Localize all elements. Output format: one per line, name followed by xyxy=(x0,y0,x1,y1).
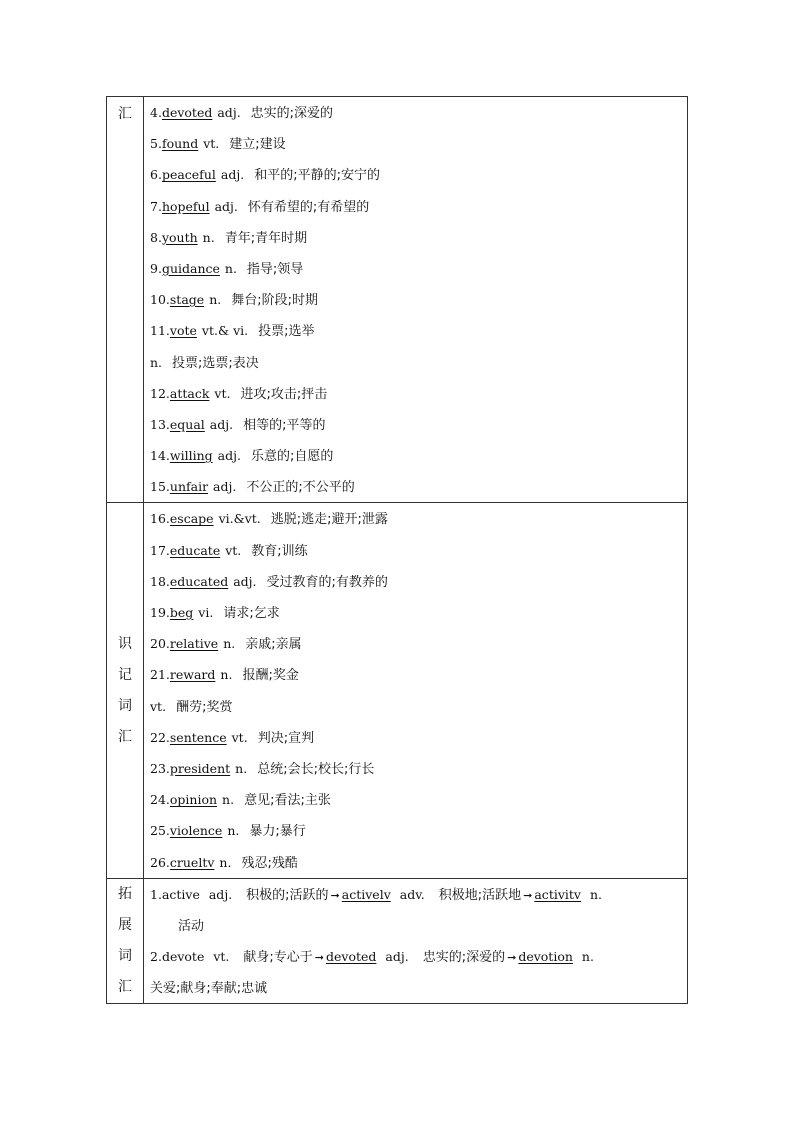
vocab-row xyxy=(150,566,679,597)
meaning: 进攻;攻击;抨击 xyxy=(240,386,328,402)
entry-number: 7. xyxy=(150,198,162,214)
word-family-list xyxy=(144,879,687,1004)
entry-number: 1. xyxy=(150,886,162,902)
meaning: 积极的;活跃的 xyxy=(246,887,329,903)
vocab-word: devoted xyxy=(161,105,213,120)
meaning: 亲戚;亲属 xyxy=(245,637,302,653)
meaning: 判决;宣判 xyxy=(257,730,315,746)
meaning: 报酬;奖金 xyxy=(242,668,299,684)
vocab-word: willing xyxy=(169,448,213,464)
meaning: 逃脱;逃走;避开;泄露 xyxy=(270,512,388,528)
meaning: 活动 xyxy=(178,918,205,934)
word-family-entry-cont xyxy=(150,910,679,941)
part-of-speech: vi.&vt. xyxy=(218,511,261,527)
vocab-word: escape xyxy=(169,511,214,527)
word-list xyxy=(144,503,687,877)
section-label-char: 拓 xyxy=(118,886,132,903)
vocab-section-2 xyxy=(107,502,687,877)
vocab-row xyxy=(150,284,679,315)
vocab-row xyxy=(150,440,679,471)
meaning: 怀有希望的;有希望的 xyxy=(247,199,370,215)
section-label-char: 展 xyxy=(118,917,132,934)
meaning: 残忍;残酷 xyxy=(241,855,298,871)
vocab-word: equal xyxy=(169,416,205,432)
part-of-speech: adj. xyxy=(209,416,234,432)
part-of-speech: vi. xyxy=(198,605,214,620)
part-of-speech: n. xyxy=(219,854,232,870)
meaning: 忠实的;深爱的 xyxy=(422,950,506,966)
entry-number: 13. xyxy=(150,416,170,432)
vocab-word: found xyxy=(161,136,199,152)
entry-number: 8. xyxy=(150,229,162,245)
vocab-row xyxy=(150,597,679,628)
vocab-row xyxy=(150,253,679,284)
vocab-word: reward xyxy=(169,667,216,683)
meaning: 相等的;平等的 xyxy=(243,417,326,433)
vocab-word: vote xyxy=(169,323,197,339)
word-list xyxy=(144,97,687,502)
entry-number: 9. xyxy=(150,260,162,276)
vocab-row xyxy=(150,222,679,253)
entry-number: 2. xyxy=(150,949,162,965)
meaning: 和平的;平静的;安宁的 xyxy=(254,168,380,184)
vocab-word: attack xyxy=(169,385,210,401)
part-of-speech: n. xyxy=(581,949,594,965)
part-of-speech: n. xyxy=(202,229,215,245)
meaning: 舞台;阶段;时期 xyxy=(231,293,318,309)
vocab-word: unfair xyxy=(169,479,209,495)
part-of-speech: n. xyxy=(227,823,240,839)
vocab-word: youth xyxy=(161,229,198,245)
part-of-speech: vt. xyxy=(225,542,242,558)
vocab-section-1 xyxy=(107,97,687,502)
vocab-row xyxy=(150,722,679,753)
meaning: 积极地;活跃地 xyxy=(438,887,522,903)
part-of-speech: adj. xyxy=(217,105,241,120)
section-label-char: 词 xyxy=(118,948,132,965)
section-label-char: 汇 xyxy=(118,728,132,745)
meaning: 忠实的;深爱的 xyxy=(250,106,334,121)
arrow-right-icon: ➞ xyxy=(507,951,517,965)
entry-number: 14. xyxy=(150,448,170,464)
meaning: 指导;领导 xyxy=(246,261,304,277)
section-label xyxy=(107,879,144,1004)
vocab-row xyxy=(150,628,679,659)
part-of-speech: vt. xyxy=(231,729,248,745)
entry-number: 11. xyxy=(150,323,170,339)
derived-word: devoted xyxy=(326,949,377,965)
vocab-word: violence xyxy=(169,823,223,839)
word-family-entry xyxy=(150,879,679,910)
meaning: 受过教育的;有教养的 xyxy=(266,574,388,590)
meaning: 教育;训练 xyxy=(251,543,308,559)
entry-number: 5. xyxy=(150,136,162,152)
meaning: 青年;青年时期 xyxy=(224,230,308,246)
vocab-word: sentence xyxy=(169,729,227,745)
vocab-row xyxy=(150,784,679,815)
vocab-word: peaceful xyxy=(161,167,216,183)
part-of-speech: n. xyxy=(224,260,237,276)
part-of-speech: n. xyxy=(222,792,235,808)
entry-number: 16. xyxy=(150,511,170,527)
section-label-char: 汇 xyxy=(118,979,132,996)
section-label-char: 识 xyxy=(118,635,132,652)
section-label-char: 词 xyxy=(118,697,132,714)
meaning: 献身;专心于 xyxy=(243,950,313,966)
vocab-row xyxy=(150,97,679,128)
part-of-speech: vt.& vi. xyxy=(201,323,249,339)
entry-number: 6. xyxy=(150,167,162,183)
meaning: 乐意的;自愿的 xyxy=(250,449,334,465)
vocab-word: relative xyxy=(169,636,219,652)
vocab-row xyxy=(150,409,679,440)
word-family-entry-cont xyxy=(150,972,679,1003)
part-of-speech: adj. xyxy=(220,167,245,183)
part-of-speech: n. xyxy=(209,292,222,308)
entry-number: 17. xyxy=(150,542,170,558)
vocab-row xyxy=(150,753,679,784)
part-of-speech: n. xyxy=(589,886,602,902)
entry-number: 22. xyxy=(150,729,170,745)
vocab-row xyxy=(150,378,679,409)
part-of-speech: adj. xyxy=(208,886,233,902)
arrow-right-icon: ➞ xyxy=(314,951,324,965)
vocab-word: educated xyxy=(169,573,229,589)
derived-word: devotion xyxy=(518,949,573,965)
entry-number: 26. xyxy=(150,854,170,870)
entry-number: 24. xyxy=(150,792,170,808)
entry-number: 12. xyxy=(150,385,170,401)
part-of-speech: vt. xyxy=(150,698,167,714)
vocab-word: stage xyxy=(169,292,205,308)
entry-number: 4. xyxy=(150,105,162,120)
part-of-speech: vt. xyxy=(213,949,230,965)
section-label xyxy=(107,97,144,502)
vocab-row xyxy=(150,347,679,378)
part-of-speech: vt. xyxy=(203,136,220,152)
vocab-word: educate xyxy=(169,542,221,558)
vocab-row xyxy=(150,815,679,846)
vocab-row xyxy=(150,128,679,159)
meaning: 请求;乞求 xyxy=(223,606,280,621)
derived-word: activitv xyxy=(534,886,581,902)
vocab-word: guidance xyxy=(161,260,220,276)
meaning: 酬劳;奖赏 xyxy=(176,699,233,715)
meaning: 投票;选举 xyxy=(258,324,315,340)
vocab-row xyxy=(150,535,679,566)
vocab-row xyxy=(150,847,679,878)
word-family-entry xyxy=(150,941,679,972)
vocab-row xyxy=(150,159,679,190)
meaning: 意见;看法;主张 xyxy=(244,793,331,809)
meaning: 总统;会长;校长;行长 xyxy=(257,761,375,777)
part-of-speech: adv. xyxy=(399,886,425,902)
part-of-speech: adj. xyxy=(385,949,409,965)
vocab-row xyxy=(150,659,679,690)
vocab-row xyxy=(150,691,679,722)
arrow-right-icon: ➞ xyxy=(330,888,340,902)
entry-word: active xyxy=(161,886,200,902)
entry-word: devote xyxy=(161,949,205,965)
meaning: 建立;建设 xyxy=(229,137,286,153)
vocab-row xyxy=(150,471,679,502)
meaning: 暴力;暴行 xyxy=(249,824,306,840)
entry-number: 21. xyxy=(150,667,170,683)
meaning: 不公正的;不公平的 xyxy=(246,480,355,496)
entry-number: 25. xyxy=(150,823,170,839)
vocab-section-3 xyxy=(107,878,687,1004)
vocab-word: beg xyxy=(169,605,194,620)
meaning: 投票;选票;表决 xyxy=(172,355,259,371)
vocab-row xyxy=(150,503,679,534)
part-of-speech: adj. xyxy=(233,573,257,589)
vocab-row xyxy=(150,191,679,222)
part-of-speech: vt. xyxy=(214,385,231,401)
part-of-speech: n. xyxy=(235,760,248,776)
vocab-word: hopeful xyxy=(161,198,210,214)
part-of-speech: n. xyxy=(223,636,236,652)
meaning: 关爱;献身;奉献;忠诚 xyxy=(150,981,268,997)
part-of-speech: adj. xyxy=(214,198,238,214)
arrow-right-icon: ➞ xyxy=(523,888,533,902)
vocab-row xyxy=(150,315,679,346)
vocab-word: crueltv xyxy=(169,854,215,870)
derived-word: activelv xyxy=(341,886,391,902)
section-label-char: 汇 xyxy=(118,106,132,122)
section-label-char: 记 xyxy=(118,666,132,683)
vocab-word: president xyxy=(169,760,231,776)
entry-number: 19. xyxy=(150,605,170,620)
vocab-word: opinion xyxy=(169,792,218,808)
part-of-speech: n. xyxy=(150,354,163,370)
part-of-speech: adj. xyxy=(213,479,237,495)
entry-number: 15. xyxy=(150,479,170,495)
entry-number: 20. xyxy=(150,636,170,652)
section-label xyxy=(107,503,144,877)
entry-number: 23. xyxy=(150,760,170,776)
part-of-speech: n. xyxy=(220,667,233,683)
part-of-speech: adj. xyxy=(217,448,241,464)
entry-number: 10. xyxy=(150,292,170,308)
entry-number: 18. xyxy=(150,573,170,589)
vocabulary-table xyxy=(106,96,688,1004)
